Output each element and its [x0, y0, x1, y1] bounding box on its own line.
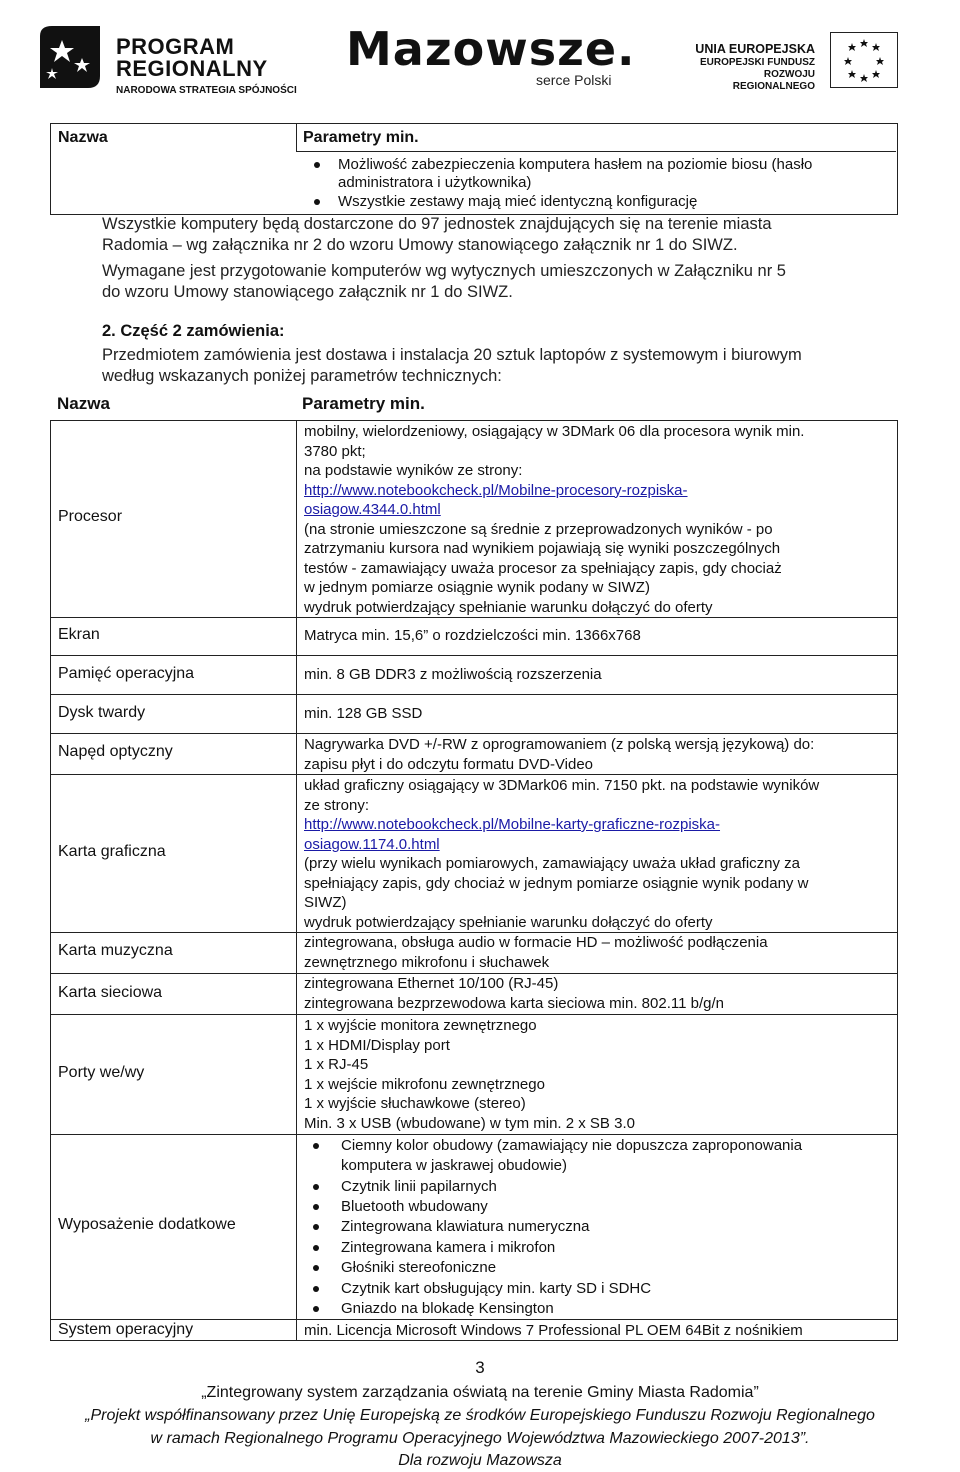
eu-line1: UNIA EUROPEJSKA	[695, 42, 815, 56]
row-label-karta-muzyczna: Karta muzyczna	[58, 942, 173, 959]
list-item: Bluetooth wbudowany	[341, 1197, 488, 1218]
ekran-value: Matryca min. 15,6” o rozdzielczości min. 1366x768	[304, 627, 641, 644]
system-value: min. Licencja Microsoft Windows 7 Professional PL OEM 64Bit z nośnikiem	[304, 1322, 803, 1339]
list-item: Możliwość zabezpieczenia komputera hasłem na poziomie biosu (hasło	[338, 156, 812, 173]
list-item: Czytnik kart obsługujący min. karty SD i SDHC	[341, 1279, 651, 1300]
program-line2: REGIONALNY	[116, 56, 268, 81]
table-header-parametry: Parametry min.	[302, 394, 425, 413]
list-item: Gniazdo na blokadę Kensington	[341, 1299, 554, 1320]
section-heading: 2. Część 2 zamówienia:	[102, 322, 285, 340]
list-item: Czytnik linii papilarnych	[341, 1177, 497, 1198]
program-regionalny-logo	[30, 18, 320, 98]
list-item-continued: komputera w jaskrawej obudowie)	[341, 1157, 567, 1174]
list-item: Głośniki stereofoniczne	[341, 1258, 496, 1279]
porty-value: 1 x wyjście monitora zewnętrznego 1 x HDMI/Display port 1 x RJ-45 1 x wejście mikrofonu zewnętrznego 1 x wyjście słuchawkowe (stereo) Min. 3 x USB (wbudowane) w tym min. 2 x SB 3.0	[304, 1017, 635, 1132]
previous-table-fragment	[50, 123, 898, 215]
eu-logo	[680, 32, 910, 92]
list-item: Wszystkie zestawy mają mieć identyczną konfigurację	[338, 193, 697, 210]
laptop-spec-table	[50, 420, 898, 1341]
dysk-value: min. 128 GB SSD	[304, 705, 423, 722]
footer-program: w ramach Regionalnego Programu Operacyjnego Województwa Mazowieckiego 2007-2013”.	[150, 1430, 810, 1447]
pamiec-value: min. 8 GB DDR3 z możliwością rozszerzenia	[304, 666, 602, 683]
procesor-link[interactable]: http://www.notebookcheck.pl/Mobilne-procesory-rozpiska-	[304, 481, 688, 499]
col-parametry-header: Parametry min.	[303, 129, 419, 146]
naped-value: Nagrywarka DVD +/-RW z oprogramowaniem (z polską wersją językową) do: zapisu płyt i do odczytu formatu DVD-Video	[304, 736, 815, 773]
footer-project-title: „Zintegrowany system zarządzania oświatą na terenie Gminy Miasta Radomia”	[201, 1384, 759, 1401]
mazowsze-tagline: serce Polski	[536, 72, 612, 88]
mazowsze-logo	[346, 22, 636, 92]
eu-flag-icon	[830, 32, 898, 88]
col-nazwa-header: Nazwa	[58, 129, 108, 146]
delivery-paragraph: Wszystkie komputery będą dostarczone do 97 jednostek znajdujących się na terenie miasta Radomia – wg załącznika nr 2 do wzoru Umowy stanowiącego załącznik nr 1 do SIWZ.	[102, 215, 772, 254]
row-label-naped: Napęd optyczny	[58, 743, 173, 760]
footer-cofinance: „Projekt współfinansowany przez Unię Europejską ze środków Europejskiego Funduszu Rozwoju Regionalnego	[85, 1407, 875, 1424]
row-label-procesor: Procesor	[58, 508, 123, 525]
procesor-link-cont[interactable]: osiagow.4344.0.html	[304, 501, 441, 518]
row-label-pamiec: Pamięć operacyjna	[58, 665, 195, 682]
section-intro: Przedmiotem zamówienia jest dostawa i instalacja 20 sztuk laptopów z systemowym i biurowym według wskazanych poniżej parametrów technicznych:	[102, 346, 802, 385]
list-item-continued: administratora i użytkownika)	[338, 174, 532, 191]
row-label-system: System operacyjny	[58, 1321, 194, 1338]
karta-graficzna-value: układ graficzny osiągający w 3DMark06 min. 7150 pkt. na podstawie wyników ze strony: http://www.notebookcheck.pl/Mobilne-karty-graficzne-rozpiska- osiagow.1174.0.html (przy wielu wynikach pomiarowych, zamawiający uważa układ graficzny za spełniający zapis, gdy chociaż w jednym pomiarze osiągnie wynik podany w SIWZ) wydruk potwierdzający spełnianie warunku dołączyć do oferty	[304, 776, 889, 932]
preparation-paragraph: Wymagane jest przygotowanie komputerów wg wytycznych umieszczonych w Załączniku nr 5 do wzoru Umowy stanowiącego załącznik nr 1 do SIWZ.	[102, 262, 786, 301]
program-line3: NARODOWA STRATEGIA SPÓJNOŚCI	[116, 85, 297, 96]
eu-line2: EUROPEJSKI FUNDUSZ	[699, 57, 815, 68]
row-label-wyposazenie: Wyposażenie dodatkowe	[58, 1216, 236, 1233]
row-label-dysk: Dysk twardy	[58, 704, 146, 721]
table-header-nazwa: Nazwa	[57, 394, 110, 413]
karta-sieciowa-value: zintegrowana Ethernet 10/100 (RJ-45) zintegrowana bezprzewodowa karta sieciowa min. 802.11 b/g/n	[304, 975, 724, 1012]
program-regionalny-emblem-icon	[30, 18, 110, 96]
procesor-value: mobilny, wielordzeniowy, osiągający w 3DMark 06 dla procesora wynik min. 3780 pkt; na podstawie wyników ze strony: http://www.notebookcheck.pl/Mobilne-procesory-rozpiska- osiagow.4344.0.html (na stronie umieszczone są średnie z przeprowadzonych wyników - po zatrzymaniu kursora nad wynikiem pojawiają się wyniki poszczególnych testów - zamawiający uważa procesor za spełniający zapis, gdy chociaż w jednym pomiarze osiągnie wynik podany w SIWZ) wydruk potwierdzający spełnianie warunku dołączyć do oferty	[304, 422, 889, 617]
row-label-porty: Porty we/wy	[58, 1064, 145, 1081]
list-item: Ciemny kolor obudowy (zamawiający nie dopuszcza zaproponowania	[341, 1136, 802, 1157]
karta-graficzna-link-cont[interactable]: osiagow.1174.0.html	[304, 835, 440, 853]
list-item: Zintegrowana kamera i mikrofon	[341, 1238, 555, 1259]
eu-line3: ROZWOJU REGIONALNEGO	[732, 69, 815, 92]
karta-muzyczna-value: zintegrowana, obsługa audio w formacie HD – możliwość podłączenia zewnętrznego mikrofonu i słuchawek	[304, 934, 768, 971]
mazowsze-wordmark: Mazowsze.	[346, 22, 636, 76]
list-item: Zintegrowana klawiatura numeryczna	[341, 1217, 589, 1238]
row-label-karta-sieciowa: Karta sieciowa	[58, 984, 163, 1001]
page-number: 3	[475, 1358, 485, 1377]
program-line1: PROGRAM	[116, 34, 235, 59]
footer-slogan: Dla rozwoju Mazowsza	[398, 1452, 562, 1469]
karta-graficzna-link[interactable]: http://www.notebookcheck.pl/Mobilne-karty-graficzne-rozpiska-	[304, 816, 721, 833]
row-label-karta-graficzna: Karta graficzna	[58, 843, 166, 860]
row-label-ekran: Ekran	[58, 626, 100, 643]
